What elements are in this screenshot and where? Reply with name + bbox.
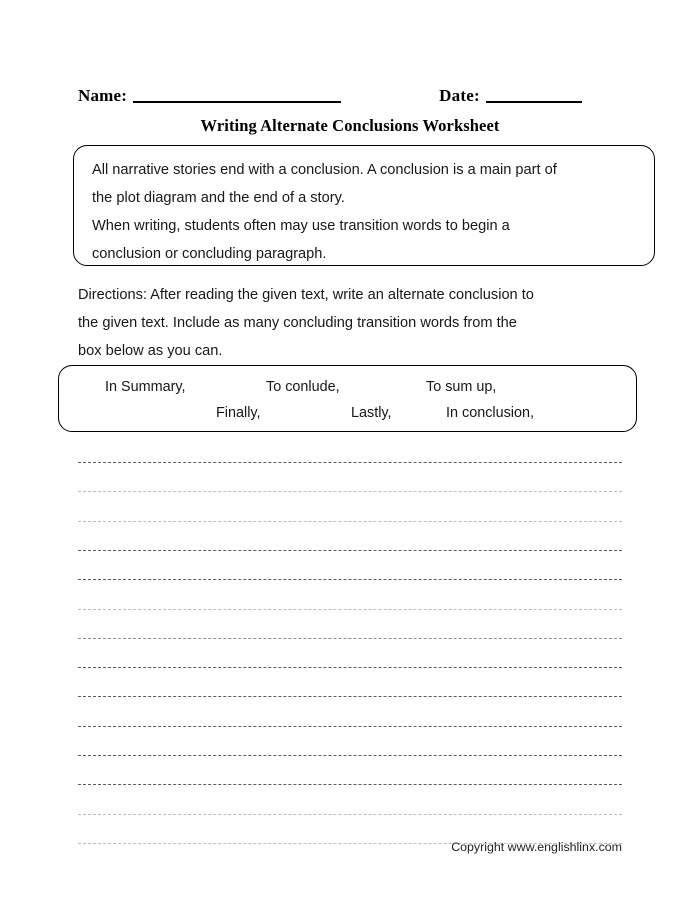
- intro-line: the plot diagram and the end of a story.: [92, 190, 345, 206]
- writing-line[interactable]: [78, 696, 622, 697]
- directions-line: box below as you can.: [78, 343, 223, 359]
- writing-line[interactable]: [78, 462, 622, 463]
- word-bank-item: Lastly,: [351, 405, 392, 421]
- writing-lines-area[interactable]: [78, 462, 622, 828]
- word-bank-row: [59, 400, 636, 426]
- transition-word-bank: [58, 365, 637, 432]
- word-bank-item: To sum up,: [426, 379, 497, 395]
- word-bank-item: In conclusion,: [446, 405, 534, 421]
- word-bank-row: [59, 374, 636, 400]
- writing-line[interactable]: [78, 491, 622, 492]
- intro-line: conclusion or concluding paragraph.: [92, 246, 327, 262]
- date-label: Date:: [439, 86, 480, 105]
- intro-line: All narrative stories end with a conclusion. A conclusion is a main part of: [92, 162, 557, 178]
- date-blank-field[interactable]: [486, 100, 582, 103]
- word-bank-item: In Summary,: [105, 379, 186, 395]
- writing-line[interactable]: [78, 814, 622, 815]
- copyright-footer: Copyright www.englishlinx.com: [451, 840, 622, 854]
- intro-line: When writing, students often may use transition words to begin a: [92, 218, 510, 234]
- directions-line: the given text. Include as many concluding transition words from the: [78, 315, 517, 331]
- writing-line[interactable]: [78, 521, 622, 522]
- directions-line: Directions: After reading the given text, write an alternate conclusion to: [78, 287, 534, 303]
- writing-line[interactable]: [78, 726, 622, 727]
- writing-line[interactable]: [78, 579, 622, 580]
- writing-line[interactable]: [78, 667, 622, 668]
- directions-text: [78, 281, 638, 365]
- name-label: Name:: [78, 86, 128, 105]
- word-bank-item: Finally,: [216, 405, 261, 421]
- page-title: Writing Alternate Conclusions Worksheet: [200, 116, 500, 135]
- name-blank-field[interactable]: [133, 100, 341, 103]
- word-bank-item: To conlude,: [266, 379, 340, 395]
- name-date-header: [78, 80, 622, 106]
- writing-line[interactable]: [78, 638, 622, 639]
- writing-line[interactable]: [78, 784, 622, 785]
- writing-line[interactable]: [78, 755, 622, 756]
- writing-line[interactable]: [78, 550, 622, 551]
- intro-info-box: [73, 145, 655, 266]
- writing-line[interactable]: [78, 609, 622, 610]
